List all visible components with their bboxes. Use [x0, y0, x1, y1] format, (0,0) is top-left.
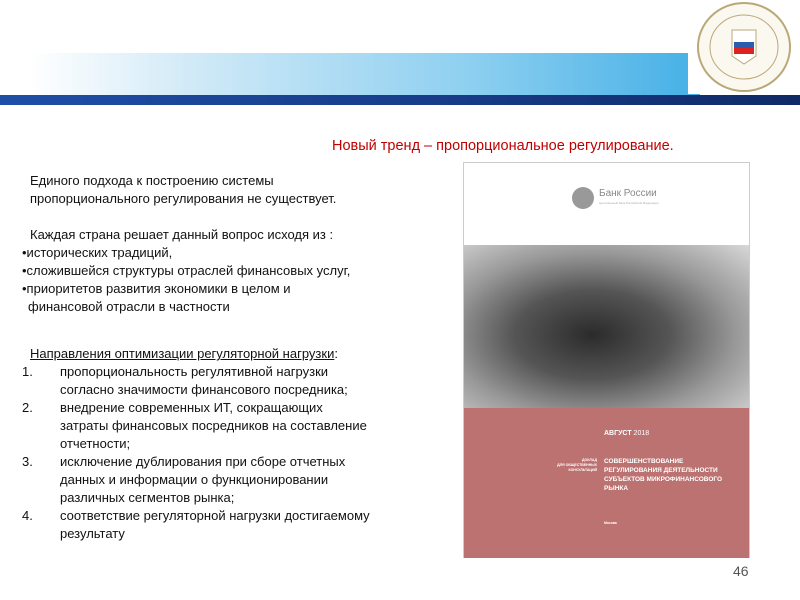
- griffin-photo: [464, 245, 749, 408]
- item-line: исключение дублирования при сборе отчетных: [60, 454, 346, 469]
- report-cover-image: [463, 162, 750, 558]
- item-line: различных сегментов рынка;: [60, 490, 235, 505]
- bullet-item: •приоритетов развития экономики в целом и: [22, 281, 291, 296]
- intro-line: пропорционального регулирования не существует.: [30, 191, 337, 206]
- heading-line: РЕГУЛИРОВАНИЯ ДЕЯТЕЛЬНОСТИ: [604, 467, 718, 474]
- cover-month: АВГУСТ: [604, 430, 632, 437]
- side-line: ДЛЯ ОБЩЕСТВЕННЫХ: [557, 463, 597, 467]
- header-dark-bar: [0, 95, 800, 105]
- directions-heading-text: Направления оптимизации регуляторной нагрузки: [30, 346, 335, 361]
- bullet-item: •исторических традиций,: [22, 245, 173, 260]
- cover-city: Москва: [604, 521, 617, 525]
- cover-bank-sub: Центральный банк Российской Федерации: [599, 201, 659, 205]
- item-line: данных и информации о функционировании: [60, 472, 329, 487]
- item-line: результату: [60, 526, 125, 541]
- cover-bank-name: Банк России: [599, 188, 657, 199]
- page-number: 46: [733, 563, 749, 579]
- direction-item: [22, 363, 442, 399]
- item-line: согласно значимости финансового посредника;: [60, 382, 348, 397]
- item-line: соответствие регуляторной нагрузки достигаемому: [60, 508, 370, 523]
- intro-text: [30, 172, 336, 208]
- side-line: КОНСУЛЬТАЦИЙ: [568, 468, 597, 472]
- item-number: 2.: [22, 400, 33, 415]
- directions-list: [22, 363, 442, 543]
- heading-line: СОВЕРШЕНСТВОВАНИЕ: [604, 458, 684, 465]
- item-line: внедрение современных ИТ, сокращающих: [60, 400, 323, 415]
- direction-item: [22, 399, 442, 453]
- bank-emblem-icon: [572, 187, 594, 209]
- heading-line: РЫНКА: [604, 485, 629, 492]
- direction-item: [22, 453, 442, 507]
- bullet-item: •сложившейся структуры отраслей финансовых услуг,: [22, 263, 351, 278]
- bullet-item: финансовой отрасли в частности: [28, 299, 230, 314]
- directions-heading: [30, 345, 338, 363]
- country-lead: Каждая страна решает данный вопрос исходя из :: [30, 227, 334, 242]
- university-logo: [688, 0, 800, 94]
- item-number: 1.: [22, 364, 33, 379]
- header-gradient-bar: [30, 53, 700, 95]
- heading-line: СУБЪЕКТОВ МИКРОФИНАНСОВОГО: [604, 476, 723, 483]
- item-line: пропорциональность регулятивной нагрузки: [60, 364, 329, 379]
- cover-heading: [604, 457, 722, 493]
- direction-item: [22, 507, 442, 543]
- country-factors: [22, 226, 350, 316]
- side-line: ДОКЛАД: [582, 458, 597, 462]
- item-number: 3.: [22, 454, 33, 469]
- slide-title: Новый тренд – пропорциональное регулирование.: [332, 138, 674, 154]
- item-line: затраты финансовых посредников на составление: [60, 418, 367, 433]
- item-line: отчетности;: [60, 436, 131, 451]
- directions-colon: :: [334, 346, 338, 361]
- cover-year: 2018: [633, 430, 650, 437]
- cover-side-label: [557, 458, 597, 473]
- item-number: 4.: [22, 508, 33, 523]
- intro-line: Единого подхода к построению системы: [30, 173, 274, 188]
- cover-red-panel: [464, 408, 749, 558]
